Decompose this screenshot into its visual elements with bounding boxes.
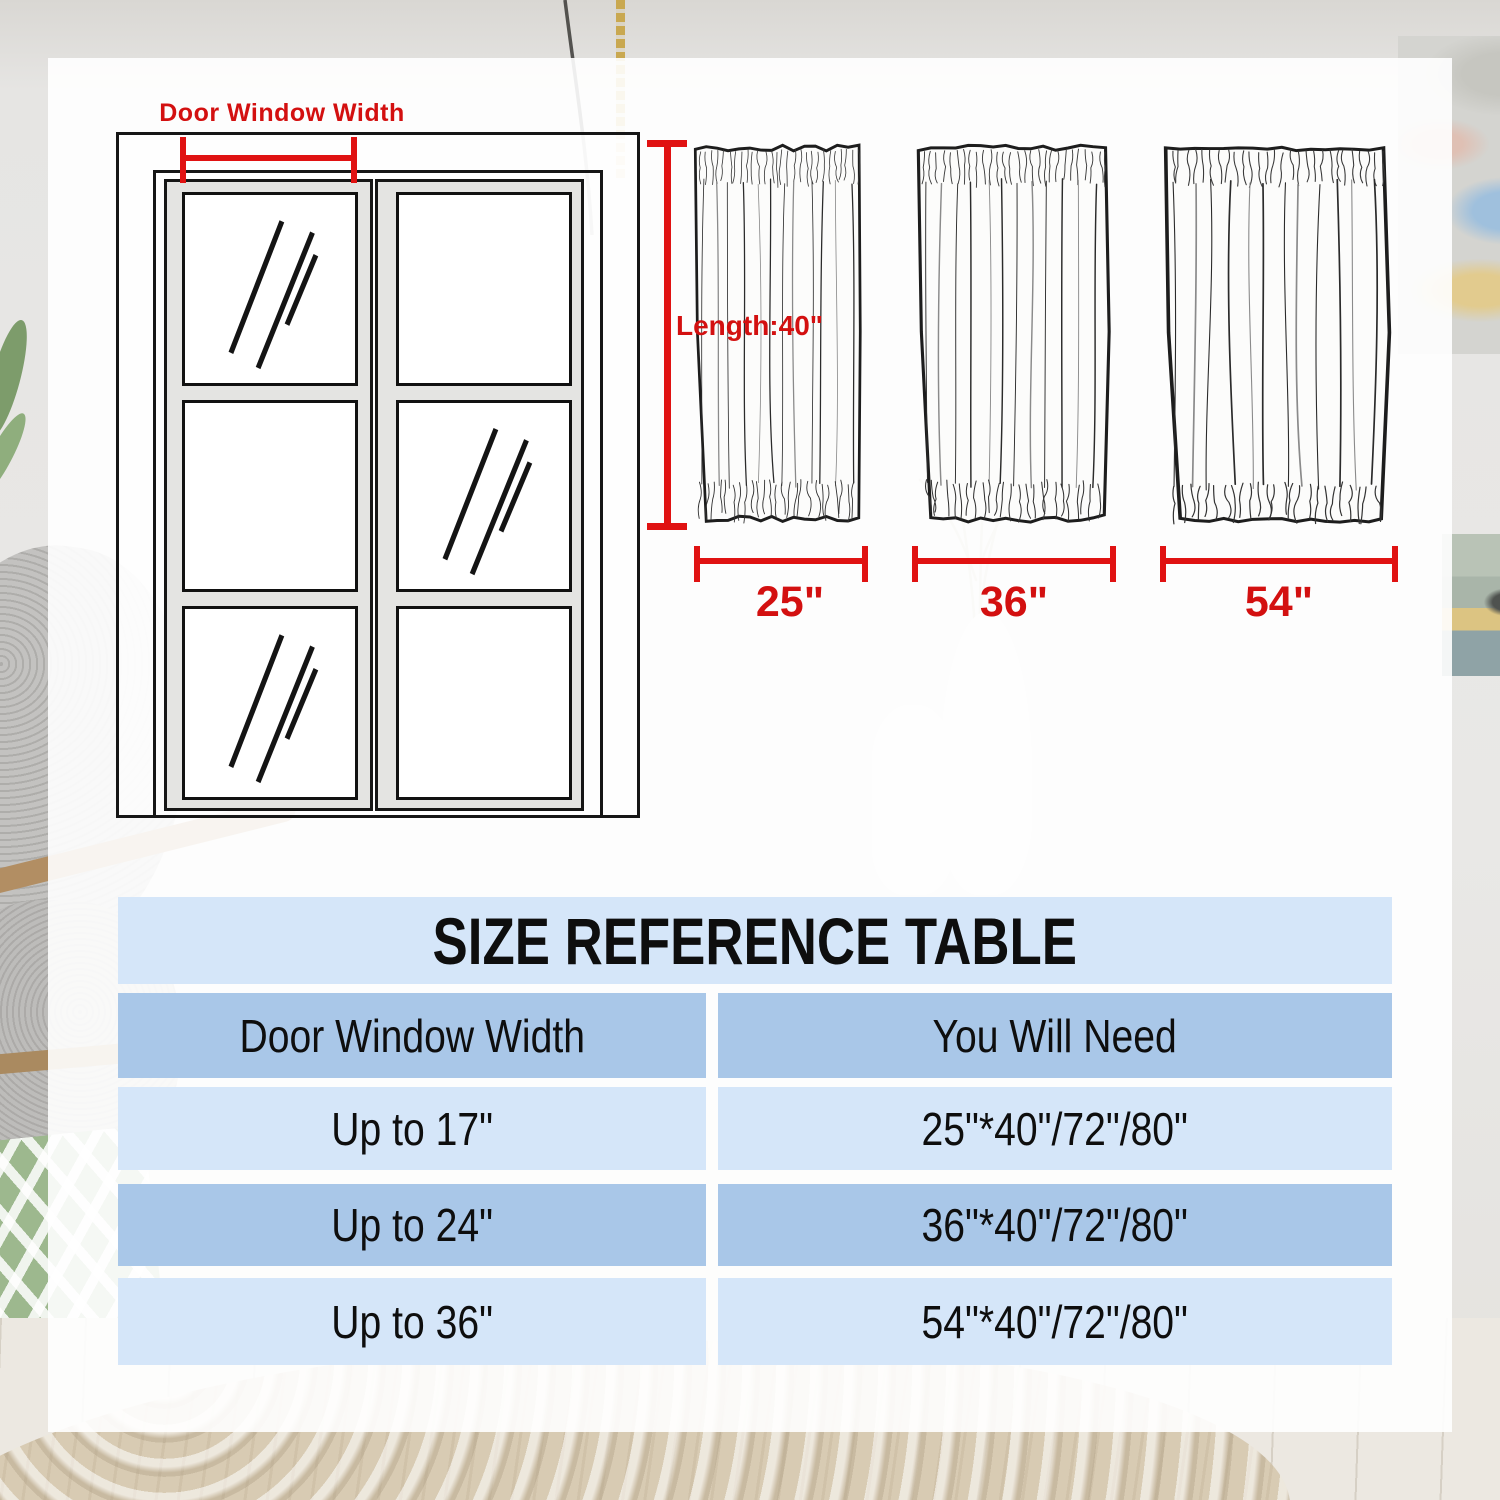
width-measure-tick — [912, 546, 918, 582]
table-header-text: Door Window Width — [239, 1009, 585, 1062]
door-window-width-label: Door Window Width — [159, 99, 405, 127]
length-measure-line — [664, 142, 671, 530]
door-glass-pane — [182, 606, 358, 800]
table-row — [118, 1184, 706, 1266]
door-glass-pane — [396, 192, 572, 386]
table-cell-text: 54"*40"/72"/80" — [921, 1295, 1189, 1348]
door-glass-pane — [396, 400, 572, 592]
length-label: Length:40" — [676, 310, 824, 341]
table-cell-text: Up to 36" — [331, 1295, 493, 1348]
glass-reflection-lines — [185, 195, 355, 383]
width-measure-tick — [1160, 546, 1166, 582]
table-cell-text: 25"*40"/72"/80" — [921, 1102, 1189, 1155]
length-measure-tick — [647, 523, 687, 530]
table-row — [118, 1087, 706, 1170]
door-glass-pane — [182, 192, 358, 386]
glass-reflection-lines — [185, 609, 355, 797]
table-row — [718, 1087, 1392, 1170]
table-title-text: SIZE REFERENCE TABLE — [432, 903, 1078, 978]
width-measure-line-36 — [912, 558, 1116, 564]
width-label-25: 25" — [755, 578, 825, 626]
door-width-measure-tick — [180, 137, 186, 183]
door-glass-pane — [182, 400, 358, 592]
table-header-text: You Will Need — [932, 1009, 1178, 1062]
door-glass-pane — [396, 606, 572, 800]
table-row — [118, 1278, 706, 1365]
door-width-measure-tick — [351, 137, 357, 183]
table-row — [718, 1278, 1392, 1365]
width-measure-tick — [694, 546, 700, 582]
table-cell-text: Up to 24" — [331, 1199, 493, 1251]
curtain-panel-54in — [1156, 133, 1398, 532]
width-measure-tick — [862, 546, 868, 582]
width-label-54: 54" — [1244, 578, 1314, 626]
table-cell-text: 36"*40"/72"/80" — [921, 1199, 1189, 1251]
width-measure-tick — [1110, 546, 1116, 582]
width-measure-line-25 — [694, 558, 868, 564]
door-width-measure-line — [180, 155, 357, 161]
width-measure-line-54 — [1160, 558, 1398, 564]
width-label-36: 36" — [979, 578, 1049, 626]
table-header-you-will-need — [718, 993, 1392, 1078]
table-title — [118, 897, 1392, 984]
table-cell-text: Up to 17" — [331, 1102, 493, 1155]
curtain-panel-36in — [910, 133, 1118, 530]
table-header-door-window-width — [118, 993, 706, 1078]
width-measure-tick — [1392, 546, 1398, 582]
table-row — [718, 1184, 1392, 1266]
glass-reflection-lines — [399, 403, 569, 589]
length-measure-tick — [647, 140, 687, 147]
